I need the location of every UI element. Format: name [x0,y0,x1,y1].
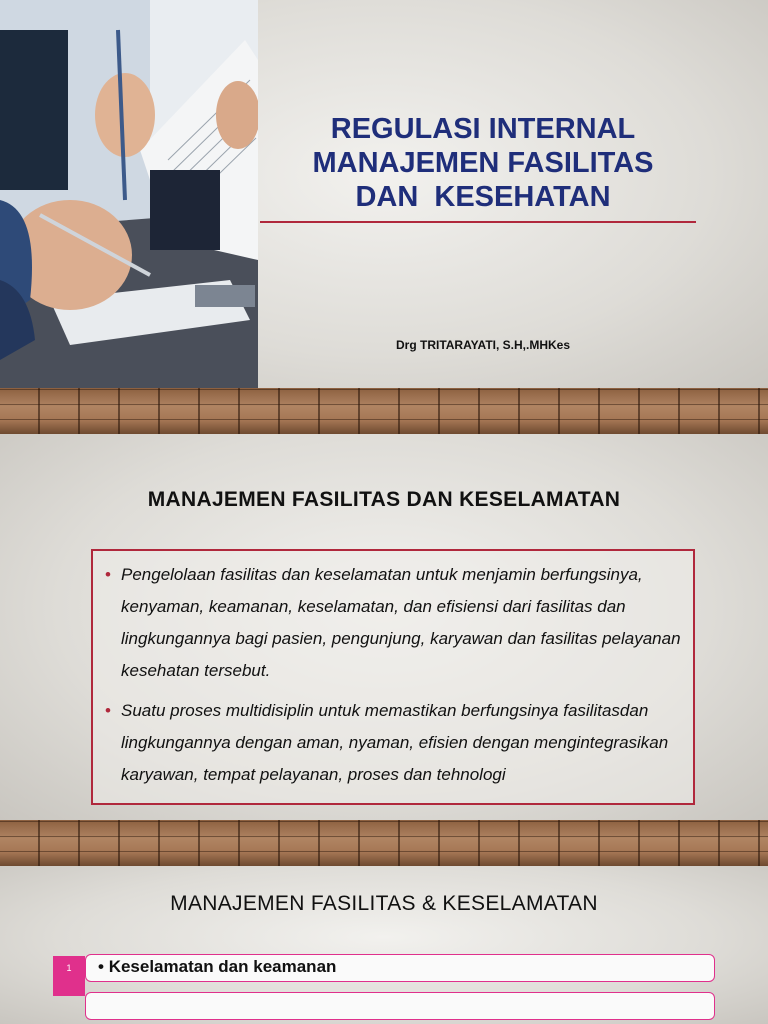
list-item-next [85,992,715,1020]
bullet-text: Pengelolaan fasilitas dan keselamatan untuk menjamin berfungsinya, kenyaman, keamanan, keselamatan, dan efisiensi dari fasilitas dan lingkungannya bagi pasien, pengunjung, karyawan dan fasilitas pelayanan kesehatan tersebut. [121,565,681,680]
title-divider [260,221,696,223]
slide2-title: MANAJEMEN FASILITAS DAN KESELAMATAN [147,488,621,511]
bullet-dot-icon: • [105,565,111,584]
bullet-dot-icon: • [98,957,109,976]
photo-illustration [0,0,258,388]
slide-title [0,0,768,388]
list-item-label: Keselamatan dan keamanan [108,957,337,976]
list-item [85,954,715,982]
slide3-title: MANAJEMEN FASILITAS & KESELAMATAN [170,892,598,915]
presentation-title [268,112,698,214]
title-line-3: DAN KESEHATAN [355,181,611,213]
definition-bullet-2 [101,695,685,791]
slide-definition [0,434,768,820]
wood-floor-divider-2 [0,820,768,866]
author-name: Drg TRITARAYATI, S.H,.MHKes [395,338,571,352]
wood-floor-divider-1 [0,388,768,434]
bullet-text: Suatu proses multidisiplin untuk memastikan berfungsinya fasilitasdan lingkungannya dengan aman, nyaman, efisien dengan mengintegrasikan karyawan, tempat pelayanan, proses dan tehnologi [121,701,669,784]
definition-box [91,549,695,805]
title-line-1: REGULASI INTERNAL [330,113,636,145]
title-line-2: MANAJEMEN FASILITAS [312,147,654,179]
definition-bullet-1 [101,559,685,687]
bullet-dot-icon: • [105,701,111,720]
business-hands-photo [0,0,258,388]
item-number-badge: 1 [53,956,85,996]
slide-list [0,866,768,1024]
